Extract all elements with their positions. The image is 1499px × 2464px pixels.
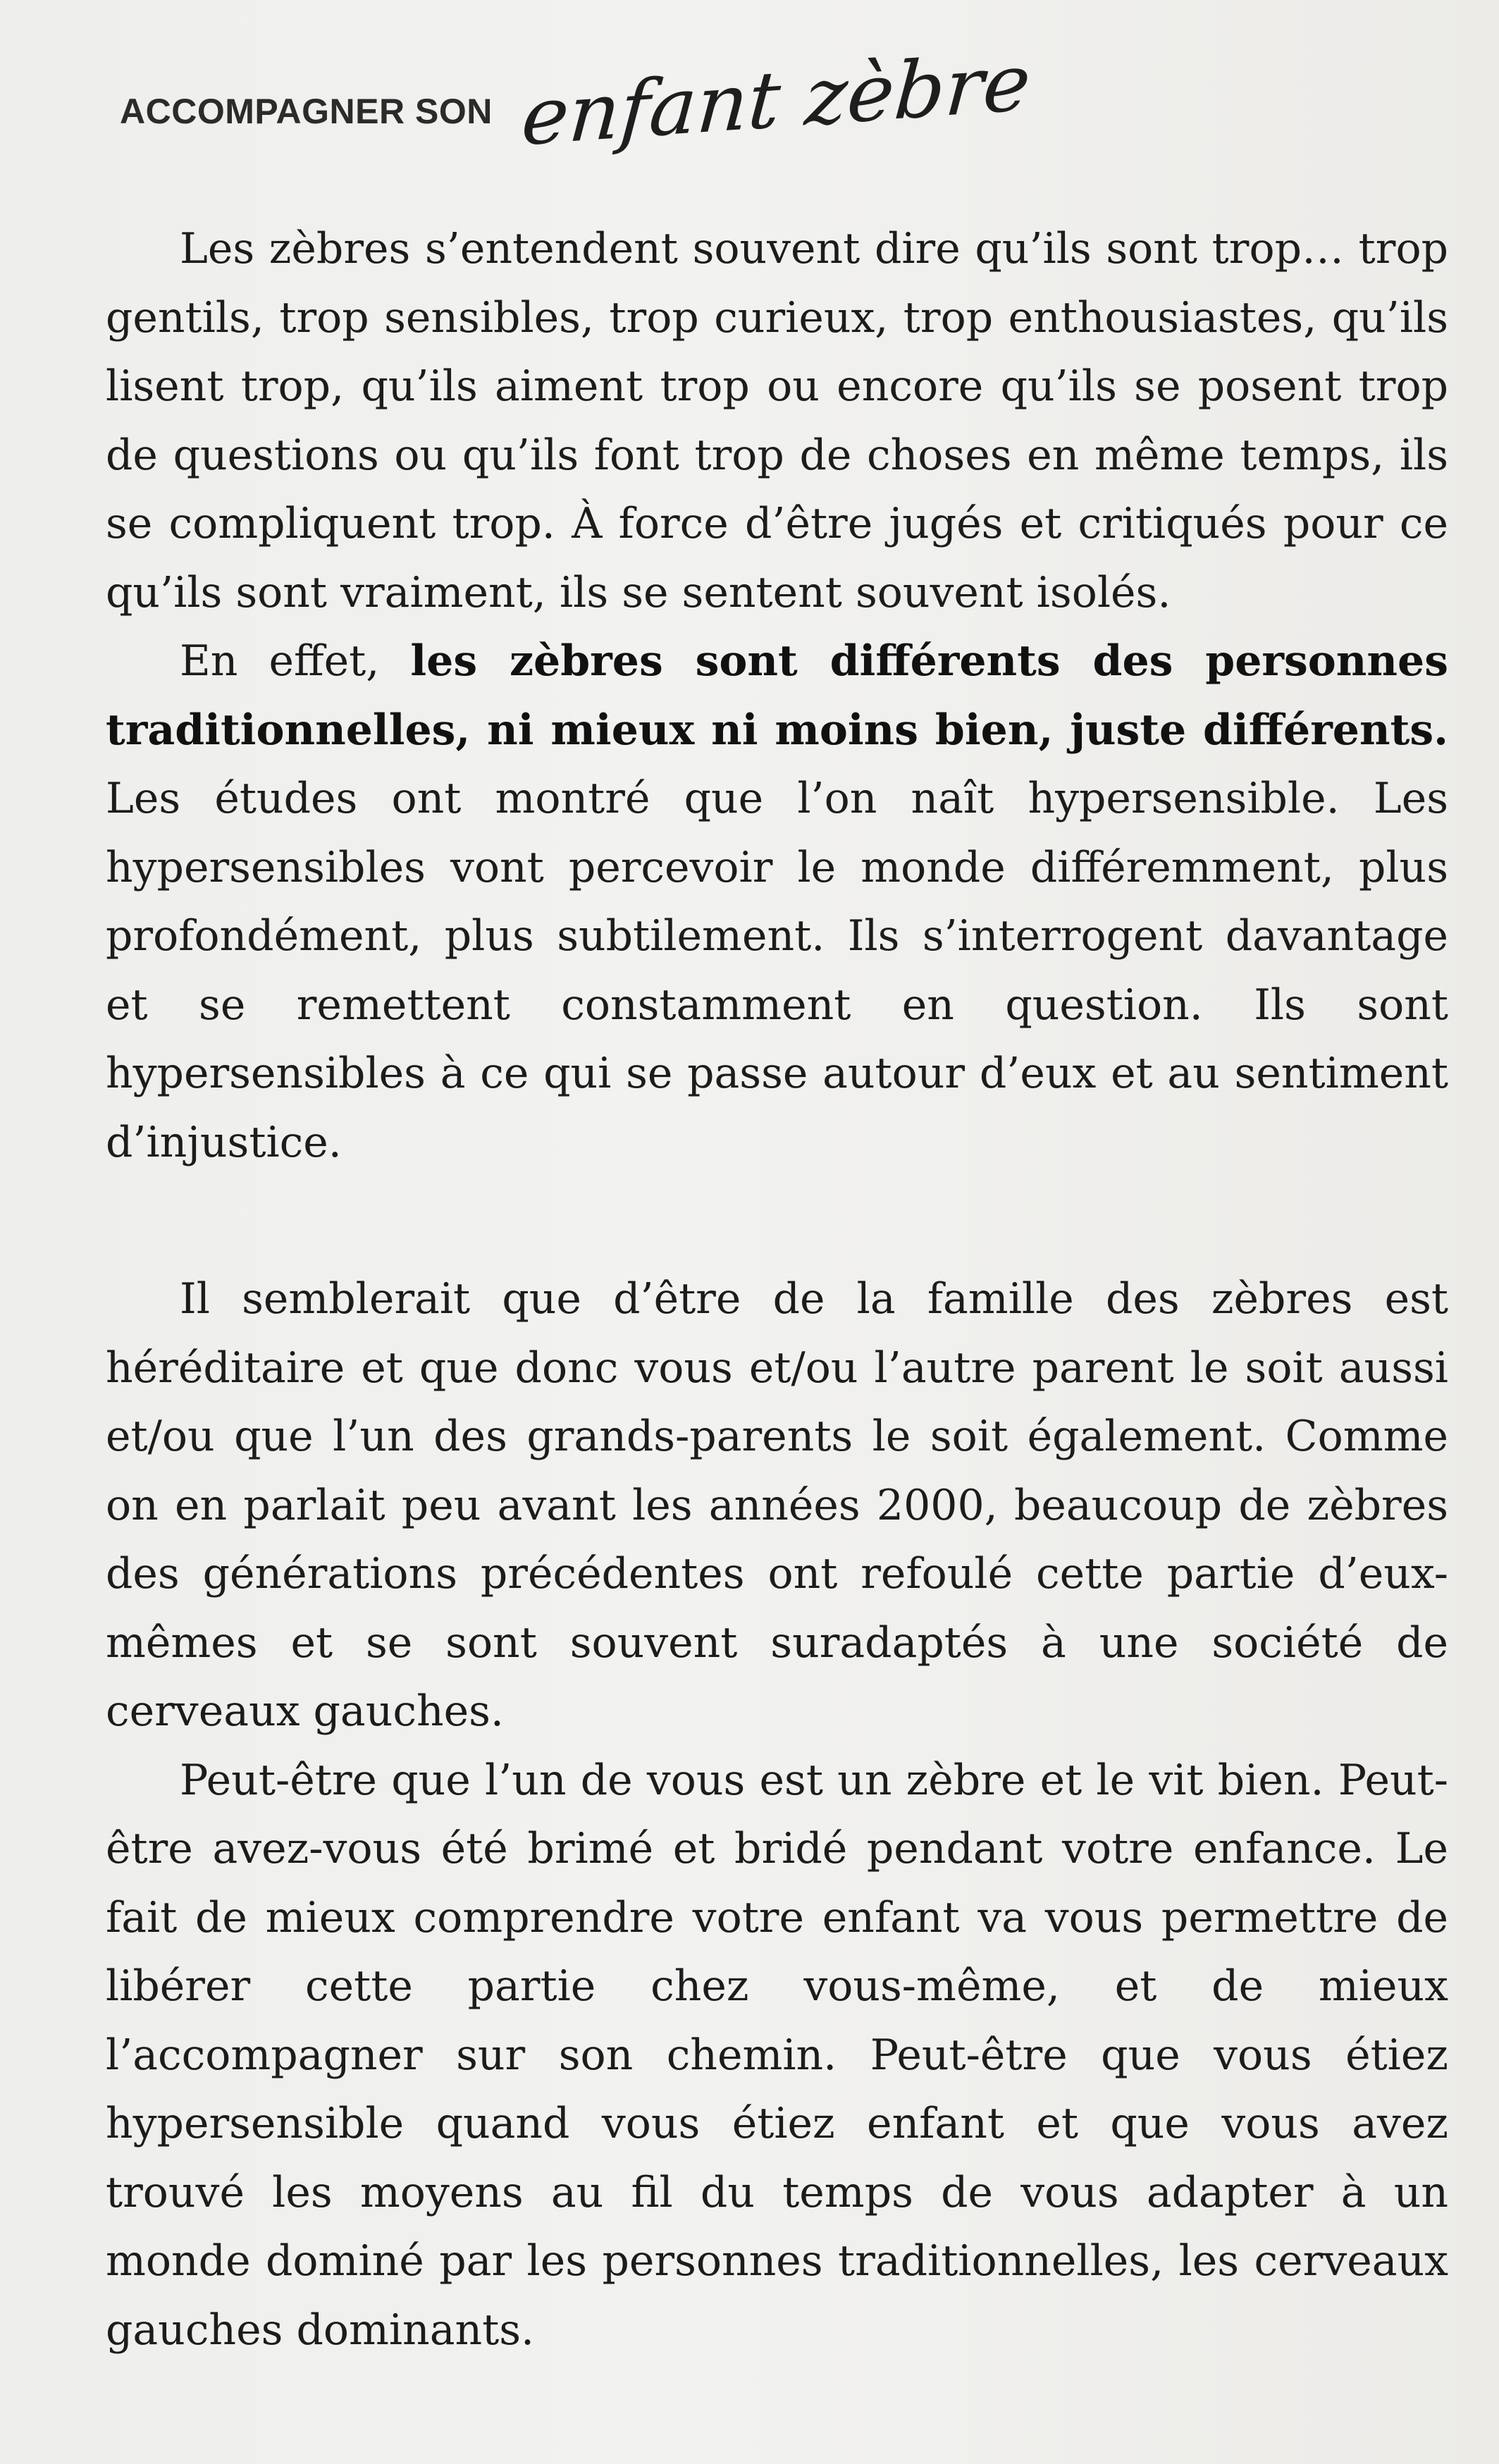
paragraph-1 bbox=[106, 215, 1448, 627]
paragraph-4 bbox=[106, 1747, 1448, 2365]
paragraph-2-intro: En effet, bbox=[180, 636, 411, 686]
paragraph-3-text: Il semblerait que d’être de la famille des zèbres est héréditaire et que donc vous et/ou l’autre parent le soit aussi et/ou que l’un des grands-parents le soit également. Comme on en parlait peu avant les années 2000, beaucoup de zèbres des générations précédentes ont refoulé cette partie d’eux-mêmes et se sont souvent suradaptés à une société de cerveaux gauches. bbox=[106, 1274, 1448, 1736]
paragraph-2 bbox=[106, 627, 1448, 1177]
paragraph-3 bbox=[106, 1265, 1448, 1747]
paragraph-2-bold: les zèbres sont différents des personnes traditionnelles, ni mieux ni moins bien, juste différents. bbox=[106, 636, 1448, 755]
paragraph-1-text: Les zèbres s’entendent souvent dire qu’ils sont trop… trop gentils, trop sensibles, trop curieux, trop enthousiastes, qu’ils lisent trop, qu’ils aiment trop ou encore qu’ils se posent trop de questions ou qu’ils font trop de choses en même temps, ils se compliquent trop. À force d’être jugés et critiqués pour ce qu’ils sont vraiment, ils se sentent souvent isolés. bbox=[106, 224, 1448, 617]
header-script-title: enfant zèbre bbox=[518, 37, 1034, 164]
paragraph-2-text: Les études ont montré que l’on naît hypersensible. Les hypersensibles vont percevoir le monde différemment, plus profondément, plus subtilement. Ils s’interrogent davantage et se remettent constamment en question. Ils sont hypersensibles à ce qui se passe autour d’eux et au sentiment d’injustice. bbox=[106, 774, 1448, 1167]
header-title: ACCOMPAGNER SON bbox=[120, 92, 493, 131]
paragraph-4-text: Peut-être que l’un de vous est un zèbre et le vit bien. Peut-être avez-vous été brimé et bridé pendant votre enfance. Le fait de mieux comprendre votre enfant va vous permettre de libérer cette partie chez vous-même, et de mieux l’accompagner sur son chemin. Peut-être que vous étiez hypersensible quand vous étiez enfant et que vous avez trouvé les moyens au fil du temps de vous adapter à un monde dominé par les personnes traditionnelles, les cerveaux gauches dominants. bbox=[106, 1755, 1448, 2355]
body-text bbox=[106, 215, 1448, 2365]
running-header bbox=[120, 37, 1034, 173]
